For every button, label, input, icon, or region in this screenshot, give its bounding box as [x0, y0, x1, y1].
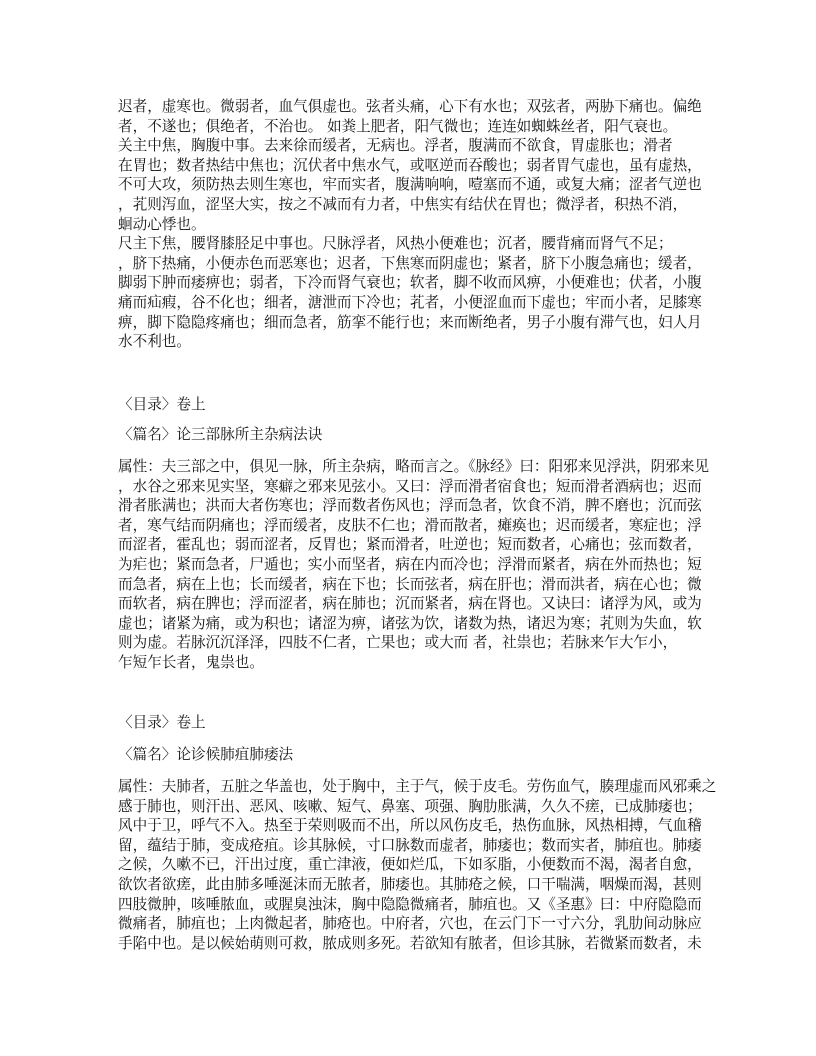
text-line: 痛而疝瘕，谷不化也；细者，溏泄而下冷也；芤者，小便涩血而下虚也；牢而小者，足膝寒 [118, 293, 702, 311]
section-1-body [118, 97, 702, 352]
text-line: 四肢微肿，咳唾脓血，或腥臭浊沫，胸中隐隐微痛者，肺疽也。又《圣惠》曰：中府隐隐而 [118, 895, 702, 913]
text-line: 痹，脚下隐隐疼痛也；细而急者，筋挛不能行也；来而断绝者，男子小腹有滞气也，妇人月 [118, 313, 702, 331]
section-2-body [118, 457, 709, 673]
section-3-chapter-title: 〈篇名〉论诊候肺疽肺痿法 [118, 746, 294, 763]
text-line: 感于肺也，则汗出、恶风、咳嗽、短气、鼻塞、项强、胸肋胀满，久久不瘥，已成肺痿也； [118, 797, 702, 815]
text-line: 留，蕴结于肺，变成疮疽。诊其脉候，寸口脉数而虚者，肺痿也；数而实者，肺疽也。肺痿 [118, 836, 702, 854]
text-line: 关主中焦，胸腹中事。去来徐而缓者，无病也。浮者，腹满而不欲食，胃虚胀也；滑者 [118, 137, 673, 155]
text-line: 尺主下焦，腰肾膝胫足中事也。尺脉浮者，风热小便难也；沉者，腰背痛而肾气不足； [118, 235, 673, 253]
text-line: 滑者胀满也；洪而大者伤寒也；浮而数者伤风也；浮而急者，饮食不消，脾不磨也；沉而弦 [118, 497, 702, 515]
text-line: 而软者，病在脾也；浮而涩者，病在肺也；沉而紧者，病在肾也。又诀曰：诸浮为风，或为 [118, 595, 702, 613]
text-line: 而急者，病在上也；长而缓者，病在下也；长而弦者，病在肝也；滑而洪者，病在心也；微 [118, 575, 702, 593]
text-line: 者，不遂也；俱绝者，不治也。 如粪上肥者，阳气微也；连连如蜘蛛丝者，阳气衰也。 [118, 117, 678, 135]
text-line: ，脐下热痛，小便赤色而恶寒也；迟者，下焦寒而阴虚也；紧者，脐下小腹急痛也；缓者， [118, 254, 702, 272]
text-line: 虚也；诸紧为痛，或为积也；诸涩为痹，诸弦为饮，诸数为热，诸迟为寒；芤则为失血，软 [118, 614, 702, 632]
text-line: 之候，久嗽不已，汗出过度，重亡津液，便如烂瓜，下如豕脂，小便数而不渴，渴者自愈， [118, 856, 702, 874]
text-line: 者，寒气结而阴痛也；浮而缓者，皮肤不仁也；滑而散者，瘫痪也；迟而缓者，寒症也；浮 [118, 516, 702, 534]
section-2-catalog: 〈目录〉卷上 [118, 396, 206, 413]
text-line: 为疟也；紧而急者，尸遁也；实小而坚者，病在内而冷也；浮滑而紧者，病在外而热也；短 [118, 555, 702, 573]
text-line: ，芤则泻血，涩坚大实，按之不减而有力者，中焦实有结伏在胃也；微浮者，积热不消， [118, 195, 688, 213]
text-line: 水不利也。 [118, 333, 191, 351]
section-3-catalog: 〈目录〉卷上 [118, 714, 206, 731]
text-line: 蛔动心悸也。 [118, 215, 206, 233]
text-line: 手陷中也。是以候始萌则可救，脓成则多死。若欲知有脓者，但诊其脉，若微紧而数者，未 [118, 934, 702, 952]
section-2-chapter-title: 〈篇名〉论三部脉所主杂病法诀 [118, 426, 323, 443]
text-line: 属性：夫肺者，五脏之华盖也，处于胸中，主于气，候于皮毛。劳伤血气，腠理虚而风邪乘之 [118, 778, 717, 795]
text-line: 微痛者，肺疽也；上肉微起者，肺疮也。中府者，穴也，在云门下一寸六分，乳肋间动脉应 [118, 915, 702, 933]
text-line: 属性：夫三部之中，俱见一脉，所主杂病，略而言之。《脉经》曰：阳邪来见浮洪，阴邪来见 [118, 458, 710, 475]
text-line: 乍短乍长者，鬼祟也。 [118, 653, 264, 671]
text-line: 迟者，虚寒也。微弱者，血气俱虚也。弦者头痛，心下有水也；双弦者，两胁下痛也。偏绝 [118, 98, 702, 115]
section-3-body [118, 777, 716, 953]
text-line: ，水谷之邪来见实坚，寒癖之邪来见弦小。又曰：浮而滑者宿食也；短而滑者酒病也；迟而 [118, 477, 702, 495]
text-line: 不可大攻，须防热去则生寒也，牢而实者，腹满响响，噎塞而不通，或复大痛；涩者气逆也 [118, 176, 702, 194]
text-line: 则为虚。若脉沉沉泽泽，四肢不仁者，亡果也；或大而 者，社祟也；若脉来乍大乍小， [118, 634, 678, 652]
text-line: 而涩者，霍乱也；弱而涩者，反胃也；紧而滑者，吐逆也；短而数者，心痛也；弦而数者， [118, 536, 702, 554]
text-line: 在胃也；数者热结中焦也；沉伏者中焦水气，或呕逆而吞酸也；弱者胃气虚也，虽有虚热， [118, 156, 702, 174]
text-line: 欲饮者欲瘥，此由肺多唾涎沫而无脓者，肺痿也。其肺疮之候，口干喘满，咽燥而渴，甚则 [118, 875, 702, 893]
text-line: 脚弱下肿而痿痹也；弱者，下冷而肾气衰也；软者，脚不收而风痹，小便难也；伏者，小腹 [118, 274, 702, 292]
text-line: 风中于卫，呼气不入。热至于荣则吸而不出，所以风伤皮毛，热伤血脉，风热相搏，气血稽 [118, 817, 702, 835]
